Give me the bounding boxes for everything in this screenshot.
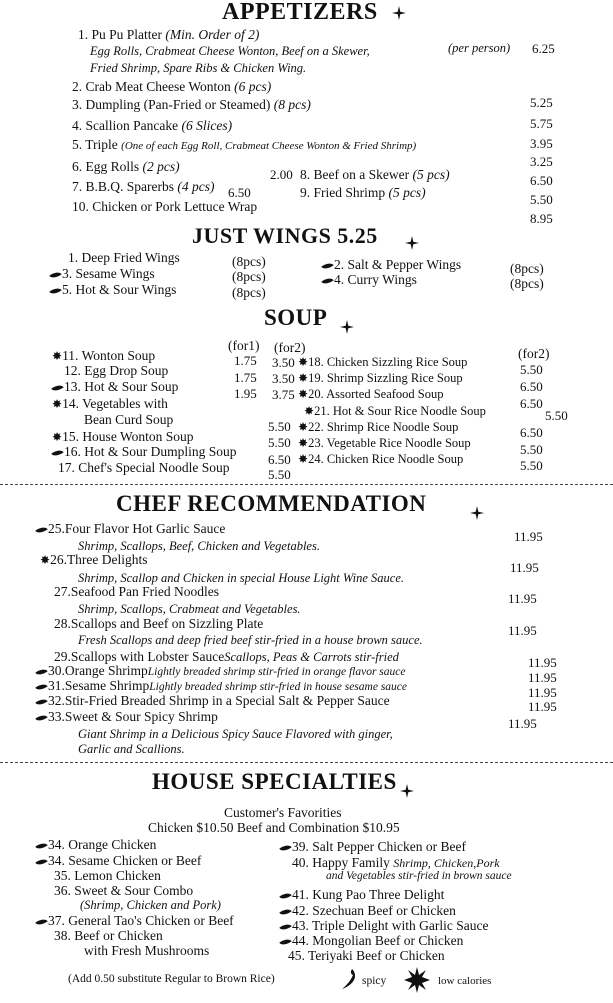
soup-item: 12. Egg Drop Soup xyxy=(64,363,169,378)
price: 11.95 xyxy=(528,699,557,714)
price: 1.75 xyxy=(234,370,257,385)
soup-col-header: (for2) xyxy=(274,340,306,355)
soup-item: 16. Hot & Sour Dumpling Soup xyxy=(52,445,237,459)
chef-item: 25.Four Flavor Hot Garlic Sauce xyxy=(36,522,225,536)
appetizer-item: 6. Egg Rolls (2 pcs) xyxy=(72,159,180,174)
sparkle-icon xyxy=(400,784,414,798)
price: 6.50 xyxy=(520,396,543,411)
chef-item: 27.Seafood Pan Fried Noodles xyxy=(54,584,219,599)
wing-item: 2. Salt & Pepper Wings xyxy=(322,258,461,272)
chef-item: 31.Sesame ShrimpLightly breaded shrimp stir-fried in house sesame sauce xyxy=(36,679,407,694)
spicy-icon xyxy=(279,936,291,947)
item-description: Shrimp, Scallops, Crabmeat and Vegetables. xyxy=(78,602,301,616)
spicy-icon xyxy=(279,890,291,901)
price: 5.50 xyxy=(520,458,543,473)
price: 3.50 xyxy=(272,355,295,370)
low-calorie-icon: ✸ xyxy=(298,387,309,401)
price: 11.95 xyxy=(508,716,537,731)
item-description: Fried Shrimp, Spare Ribs & Chicken Wing. xyxy=(90,61,307,75)
low-calorie-icon: ✸ xyxy=(298,420,309,434)
price: 3.25 xyxy=(530,154,553,169)
sparkle-icon xyxy=(392,6,406,20)
chef-item: 32.Stir-Fried Breaded Shrimp in a Special Salt & Pepper Sauce xyxy=(36,694,390,708)
wing-item: 4. Curry Wings xyxy=(322,273,417,287)
spicy-icon xyxy=(49,285,61,296)
chef-item: 33.Sweet & Sour Spicy Shrimp xyxy=(36,710,218,724)
price: 2.00 xyxy=(270,167,293,182)
wing-item: 1. Deep Fried Wings xyxy=(68,250,180,265)
price: 11.95 xyxy=(528,670,557,685)
wing-pcs: (8pcs) xyxy=(232,285,266,300)
house-item: 35. Lemon Chicken xyxy=(54,868,161,883)
soup-col-header: (for1) xyxy=(228,338,260,353)
appetizer-item: 9. Fried Shrimp (5 pcs) xyxy=(300,185,426,200)
chef-item: 28.Scallops and Beef on Sizzling Plate xyxy=(54,616,264,631)
chef-item: 30.Orange ShrimpLightly breaded shrimp stir-fried in orange flavor sauce xyxy=(36,664,406,679)
price: 1.75 xyxy=(234,353,257,368)
price: 11.95 xyxy=(508,591,537,606)
spicy-icon xyxy=(35,696,47,707)
spicy-icon xyxy=(35,524,47,535)
sparkle-icon xyxy=(340,320,354,334)
spicy-icon xyxy=(35,856,47,867)
spicy-icon xyxy=(35,840,47,851)
house-pricing: Chicken $10.50 Beef and Combination $10.95 xyxy=(148,820,400,835)
price: 5.50 xyxy=(268,419,291,434)
house-item: 40. Happy Family Shrimp, Chicken,Pork xyxy=(292,855,500,870)
soup-col-header: (for2) xyxy=(518,346,550,361)
price: 6.50 xyxy=(520,425,543,440)
item-description: Shrimp, Scallop and Chicken in special House Light Wine Sauce. xyxy=(78,571,404,585)
soup-item: 13. Hot & Sour Soup xyxy=(52,380,178,394)
spicy-legend-label: spicy xyxy=(362,975,387,987)
price: 5.50 xyxy=(268,435,291,450)
price: 3.95 xyxy=(530,136,553,151)
price: 5.25 xyxy=(530,95,553,110)
appetizer-item: 5. Triple (One of each Egg Roll, Crabmeat Cheese Wonton & Fried Shrimp) xyxy=(72,137,417,152)
soup-title: SOUP xyxy=(264,305,328,330)
price: 6.50 xyxy=(530,173,553,188)
item-description: Shrimp, Scallops, Beef, Chicken and Vegetables. xyxy=(78,539,320,553)
spicy-icon xyxy=(51,447,63,458)
item-description: (Shrimp, Chicken and Pork) xyxy=(80,898,221,912)
price: 11.95 xyxy=(528,685,557,700)
price: 5.50 xyxy=(520,362,543,377)
section-divider xyxy=(0,484,613,485)
low-calorie-icon: ✸ xyxy=(298,371,309,385)
sparkle-icon xyxy=(405,236,419,250)
price: 5.50 xyxy=(520,442,543,457)
item-description: Fresh Scallops and deep fried beef stir-fried in a house brown sauce. xyxy=(78,633,423,647)
house-title: HOUSE SPECIALTIES xyxy=(152,769,397,794)
soup-item: ✸20. Assorted Seafood Soup xyxy=(298,387,444,401)
low-calorie-icon: ✸ xyxy=(298,436,309,450)
house-subtitle: Customer's Favorities xyxy=(224,805,342,820)
price: 6.50 xyxy=(520,379,543,394)
spicy-icon xyxy=(51,382,63,393)
wing-pcs: (8pcs) xyxy=(232,269,266,284)
soup-item: ✸24. Chicken Rice Noodle Soup xyxy=(298,452,464,466)
price: 3.50 xyxy=(272,371,295,386)
spicy-icon xyxy=(321,275,333,286)
wing-pcs: (8pcs) xyxy=(510,261,544,276)
price: 11.95 xyxy=(528,655,557,670)
low-calorie-icon: ✸ xyxy=(298,452,309,466)
house-item: 39. Salt Pepper Chicken or Beef xyxy=(280,840,466,854)
soup-item: ✸19. Shrimp Sizzling Rice Soup xyxy=(298,371,463,385)
appetizer-item: 7. B.B.Q. Sparerbs (4 pcs) xyxy=(72,179,215,194)
house-item: 43. Triple Delight with Garlic Sauce xyxy=(280,919,489,933)
spicy-icon xyxy=(35,681,47,692)
spicy-icon xyxy=(279,842,291,853)
soup-item-line2: Bean Curd Soup xyxy=(84,412,174,427)
appetizer-item: 1. Pu Pu Platter (Min. Order of 2) xyxy=(78,27,260,42)
wing-pcs: (8pcs) xyxy=(510,276,544,291)
low-calorie-legend-label: low calories xyxy=(438,975,492,987)
spicy-icon xyxy=(35,666,47,677)
appetizer-item: 2. Crab Meat Cheese Wonton (6 pcs) xyxy=(72,79,272,94)
house-item: 34. Sesame Chicken or Beef xyxy=(36,854,201,868)
price: 5.50 xyxy=(530,192,553,207)
house-item: 45. Teriyaki Beef or Chicken xyxy=(288,948,445,963)
house-item: 44. Mongolian Beef or Chicken xyxy=(280,934,463,948)
house-item-line2: with Fresh Mushrooms xyxy=(84,943,210,958)
spicy-icon xyxy=(49,269,61,280)
spicy-icon xyxy=(35,712,47,723)
house-item: 41. Kung Pao Three Delight xyxy=(280,888,444,902)
price: 5.75 xyxy=(530,116,553,131)
price: 5.50 xyxy=(545,408,568,423)
wings-title: JUST WINGS 5.25 xyxy=(192,223,378,248)
price: 3.75 xyxy=(272,387,295,402)
low-calorie-icon: ✸ xyxy=(304,404,315,418)
house-item: 34. Orange Chicken xyxy=(36,838,156,852)
chef-title: CHEF RECOMMENDATION xyxy=(116,491,427,516)
appetizer-item: 4. Scallion Pancake (6 Slices) xyxy=(72,118,233,133)
house-item: 38. Beef or Chicken xyxy=(54,928,163,943)
soup-item: ✸22. Shrimp Rice Noodle Soup xyxy=(298,420,459,434)
appetizer-item: 10. Chicken or Pork Lettuce Wrap xyxy=(72,199,258,214)
low-calorie-icon: ✸ xyxy=(52,349,63,363)
spicy-pepper-icon xyxy=(340,968,358,990)
chef-item: ✸26.Three Delights xyxy=(40,552,148,567)
soup-item: 17. Chef's Special Noodle Soup xyxy=(58,460,230,475)
wing-item: 3. Sesame Wings xyxy=(50,267,155,281)
price: 8.95 xyxy=(530,211,553,226)
sparkle-icon xyxy=(470,506,484,520)
price: 5.50 xyxy=(268,467,291,482)
low-calorie-icon: ✸ xyxy=(298,355,309,369)
low-calorie-icon: ✸ xyxy=(40,553,51,567)
spicy-icon xyxy=(279,906,291,917)
item-description: and Vegetables stir-fried in brown sauce xyxy=(326,870,512,882)
low-calorie-icon: ✸ xyxy=(52,430,63,444)
price: 11.95 xyxy=(508,623,537,638)
soup-item: ✸21. Hot & Sour Rice Noodle Soup xyxy=(304,404,486,418)
brown-rice-note: (Add 0.50 substitute Regular to Brown Rice) xyxy=(68,973,275,985)
house-item: 37. General Tao's Chicken or Beef xyxy=(36,914,234,928)
price: 6.25 xyxy=(532,41,555,56)
low-calorie-star-icon xyxy=(404,967,430,993)
price: 11.95 xyxy=(514,529,543,544)
soup-item: ✸11. Wonton Soup xyxy=(52,348,156,363)
section-divider xyxy=(0,762,613,763)
wing-item: 5. Hot & Sour Wings xyxy=(50,283,176,297)
house-item: 36. Sweet & Sour Combo xyxy=(54,883,194,898)
spicy-icon xyxy=(35,916,47,927)
price: 11.95 xyxy=(510,560,539,575)
soup-item: ✸18. Chicken Sizzling Rice Soup xyxy=(298,355,468,369)
appetizer-item: 3. Dumpling (Pan-Fried or Steamed) (8 pcs) xyxy=(72,97,311,112)
spicy-icon xyxy=(279,921,291,932)
price: 6.50 xyxy=(228,185,251,200)
house-item: 42. Szechuan Beef or Chicken xyxy=(280,904,456,918)
soup-item: ✸15. House Wonton Soup xyxy=(52,429,194,444)
appetizer-item: 8. Beef on a Skewer (5 pcs) xyxy=(300,167,450,182)
item-description: Egg Rolls, Crabmeat Cheese Wonton, Beef on a Skewer, xyxy=(90,44,370,58)
price: 6.50 xyxy=(268,452,291,467)
price: 1.95 xyxy=(234,386,257,401)
item-description: Giant Shrimp in a Delicious Spicy Sauce Flavored with ginger, xyxy=(78,727,393,741)
item-description: Garlic and Scallions. xyxy=(78,742,185,756)
soup-item: ✸14. Vegetables with xyxy=(52,396,168,411)
per-person-label: (per person) xyxy=(448,41,511,55)
appetizers-title: APPETIZERS xyxy=(222,0,378,25)
spicy-icon xyxy=(321,260,333,271)
soup-item: ✸23. Vegetable Rice Noodle Soup xyxy=(298,436,471,450)
chef-item: 29.Scallops with Lobster SauceScallops, Peas & Carrots stir-fried xyxy=(54,649,399,664)
low-calorie-icon: ✸ xyxy=(52,397,63,411)
wing-pcs: (8pcs) xyxy=(232,254,266,269)
